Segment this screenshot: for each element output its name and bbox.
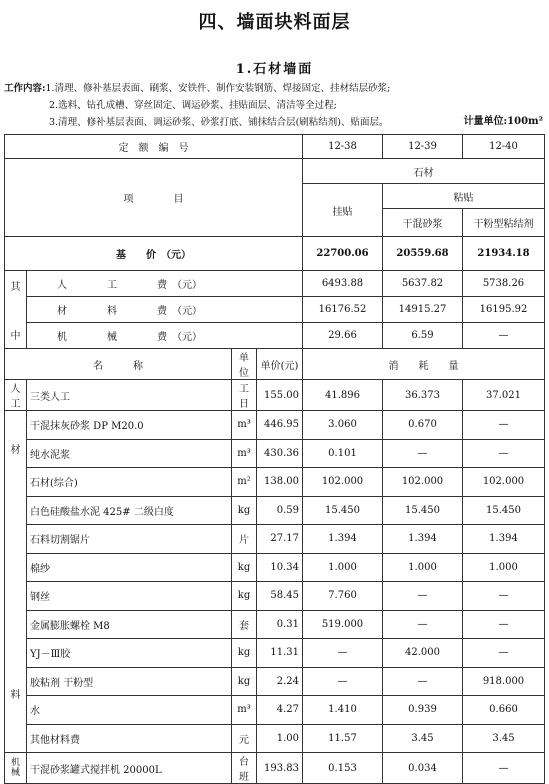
resource-value: — xyxy=(463,639,545,668)
resource-value: 11.57 xyxy=(303,724,383,753)
cost-value: 5738.26 xyxy=(463,271,545,297)
cost-side-top: 其 xyxy=(10,281,21,293)
cost-label: 人 工 费 （元） xyxy=(27,271,303,297)
base-price-value: 21934.18 xyxy=(463,237,545,271)
resource-price: 193.83 xyxy=(257,753,303,784)
work-line-3: 3.清理、修补基层表面、调运砂浆、砂浆打底、铺抹结合层(刷粘结剂)、贴面层。 xyxy=(49,117,389,128)
section-title: 四、墙面块料面层 xyxy=(198,12,351,33)
resource-price: 27.17 xyxy=(257,525,303,554)
resource-name: 胶粘剂 干粉型 xyxy=(27,667,232,696)
material-group: 石材 xyxy=(303,159,545,184)
dry-powder-label: 干粉型粘结剂 xyxy=(463,209,545,237)
resource-price: 1.00 xyxy=(257,724,303,753)
resource-value: — xyxy=(463,439,545,468)
resource-unit: m² xyxy=(232,468,257,497)
resource-value: — xyxy=(463,411,545,440)
base-price-label: 基 价 （元） xyxy=(5,237,303,271)
cost-value: 16176.52 xyxy=(303,297,383,323)
code-label: 定 额 编 号 xyxy=(5,135,303,159)
work-item: 1.清理、修补基层表面、刷浆、安铁件、制作安装钢筋、焊接固定、挂材结层砂浆; xyxy=(45,83,391,94)
resource-name: YJ－Ⅲ胶 xyxy=(27,639,232,668)
material-row xyxy=(5,439,545,468)
resource-unit: kg xyxy=(232,639,257,668)
resource-name: 白色硅酸盐水泥 425# 二级白度 xyxy=(27,496,232,525)
resource-value: 1.000 xyxy=(463,553,545,582)
resource-name: 干混抹灰砂浆 DP M20.0 xyxy=(27,411,232,440)
code-cell: 12-39 xyxy=(383,135,463,159)
name-header: 名 称 xyxy=(5,349,232,380)
norm-table xyxy=(4,134,545,784)
labor-side-label: 人工 xyxy=(5,380,27,411)
consumption-header: 消 耗 量 xyxy=(303,349,545,380)
resource-value: 15.450 xyxy=(383,496,463,525)
resource-unit: kg xyxy=(232,496,257,525)
resource-value: — xyxy=(463,610,545,639)
resource-value: 519.000 xyxy=(303,610,383,639)
item-label: 项 目 xyxy=(5,159,303,237)
base-price-value: 22700.06 xyxy=(303,237,383,271)
resource-unit: 片 xyxy=(232,525,257,554)
resource-value: 36.373 xyxy=(383,380,463,411)
resource-value: 1.000 xyxy=(383,553,463,582)
resource-value: — xyxy=(383,439,463,468)
material-row xyxy=(5,667,545,696)
material-row xyxy=(5,411,545,440)
cost-side-bottom: 中 xyxy=(10,330,21,342)
resource-price: 4.27 xyxy=(257,696,303,725)
cost-value: 5637.82 xyxy=(383,271,463,297)
material-row xyxy=(5,553,545,582)
work-line-2: 2.选料、钻孔成槽、穿丝固定、调运砂浆、挂贴面层、清洁等全过程; xyxy=(49,100,337,111)
resource-price: 446.95 xyxy=(257,411,303,440)
cost-side-label xyxy=(5,271,27,349)
resource-value: — xyxy=(383,667,463,696)
resource-value: — xyxy=(463,753,545,784)
material-row xyxy=(5,525,545,554)
unit-header: 单位 xyxy=(232,349,257,380)
resource-price: 10.34 xyxy=(257,553,303,582)
material-row xyxy=(5,724,545,753)
resource-name: 纯水泥浆 xyxy=(27,439,232,468)
cost-label: 材 料 费 （元） xyxy=(27,297,303,323)
resource-price: 11.31 xyxy=(257,639,303,668)
resource-value: 15.450 xyxy=(463,496,545,525)
resource-value: 918.000 xyxy=(463,667,545,696)
resource-unit: kg xyxy=(232,553,257,582)
material-side-bottom: 料 xyxy=(10,690,21,701)
resource-name: 三类人工 xyxy=(27,380,232,411)
resource-name: 棉纱 xyxy=(27,553,232,582)
resource-unit: 台班 xyxy=(232,753,257,784)
resource-name: 水 xyxy=(27,696,232,725)
resource-price: 58.45 xyxy=(257,582,303,611)
material-row xyxy=(5,496,545,525)
cost-value: 6493.88 xyxy=(303,271,383,297)
material-row xyxy=(5,696,545,725)
code-cell: 12-38 xyxy=(303,135,383,159)
resource-value: 0.101 xyxy=(303,439,383,468)
subtitle: 1.石材墙面 xyxy=(235,62,314,77)
resource-value: 15.450 xyxy=(303,496,383,525)
resource-value: 0.670 xyxy=(383,411,463,440)
resource-value: 102.000 xyxy=(383,468,463,497)
cost-value: 29.66 xyxy=(303,323,383,349)
resource-value: 1.410 xyxy=(303,696,383,725)
resource-unit: m³ xyxy=(232,411,257,440)
resource-name: 金属膨胀螺栓 M8 xyxy=(27,610,232,639)
resource-price: 138.00 xyxy=(257,468,303,497)
resource-unit: m³ xyxy=(232,439,257,468)
resource-value: 41.896 xyxy=(303,380,383,411)
resource-value: 1.000 xyxy=(303,553,383,582)
hang-label: 挂贴 xyxy=(303,184,383,237)
resource-value: 0.939 xyxy=(383,696,463,725)
resource-value: — xyxy=(383,610,463,639)
resource-name: 干混砂浆罐式搅拌机 20000L xyxy=(27,753,232,784)
resource-price: 0.59 xyxy=(257,496,303,525)
resource-value: 102.000 xyxy=(303,468,383,497)
material-row xyxy=(5,639,545,668)
resource-price: 430.36 xyxy=(257,439,303,468)
resource-value: 3.45 xyxy=(463,724,545,753)
cost-value: 6.59 xyxy=(383,323,463,349)
resource-unit: 套 xyxy=(232,610,257,639)
resource-value: 0.153 xyxy=(303,753,383,784)
resource-value: — xyxy=(303,667,383,696)
material-row xyxy=(5,468,545,497)
base-price-value: 20559.68 xyxy=(383,237,463,271)
resource-price: 0.31 xyxy=(257,610,303,639)
resource-price: 155.00 xyxy=(257,380,303,411)
material-row xyxy=(5,610,545,639)
cost-label: 机 械 费 （元） xyxy=(27,323,303,349)
resource-name: 石料切割锯片 xyxy=(27,525,232,554)
resource-value: 3.060 xyxy=(303,411,383,440)
cost-value: — xyxy=(463,323,545,349)
unit-label: 计量单位:100m² xyxy=(463,116,543,127)
material-rows xyxy=(5,411,545,753)
resource-value: 102.000 xyxy=(463,468,545,497)
resource-value: 0.660 xyxy=(463,696,545,725)
resource-value: 1.394 xyxy=(463,525,545,554)
cost-value: 16195.92 xyxy=(463,297,545,323)
cost-value: 14915.27 xyxy=(383,297,463,323)
resource-name: 钢丝 xyxy=(27,582,232,611)
resource-value: — xyxy=(303,639,383,668)
resource-price: 2.24 xyxy=(257,667,303,696)
resource-value: — xyxy=(383,582,463,611)
resource-value: 42.000 xyxy=(383,639,463,668)
machine-side-label: 机械 xyxy=(5,753,27,784)
resource-unit: m³ xyxy=(232,696,257,725)
dry-mortar-label: 干混砂浆 xyxy=(383,209,463,237)
material-row xyxy=(5,582,545,611)
material-side-label xyxy=(5,411,27,753)
resource-unit: 工日 xyxy=(232,380,257,411)
paste-group: 粘贴 xyxy=(383,184,545,209)
code-cell: 12-40 xyxy=(463,135,545,159)
material-side-top: 材 xyxy=(10,445,21,456)
work-line-1 xyxy=(4,80,390,97)
resource-value: 7.760 xyxy=(303,582,383,611)
resource-unit: kg xyxy=(232,667,257,696)
resource-unit: kg xyxy=(232,582,257,611)
resource-value: 3.45 xyxy=(383,724,463,753)
resource-value: — xyxy=(463,582,545,611)
resource-name: 石材(综合) xyxy=(27,468,232,497)
resource-value: 1.394 xyxy=(383,525,463,554)
resource-value: 37.021 xyxy=(463,380,545,411)
resource-value: 0.034 xyxy=(383,753,463,784)
resource-value: 1.394 xyxy=(303,525,383,554)
price-header: 单价(元) xyxy=(257,349,303,380)
resource-name: 其他材料费 xyxy=(27,724,232,753)
resource-unit: 元 xyxy=(232,724,257,753)
work-label: 工作内容: xyxy=(4,83,46,94)
work-content xyxy=(4,80,390,131)
